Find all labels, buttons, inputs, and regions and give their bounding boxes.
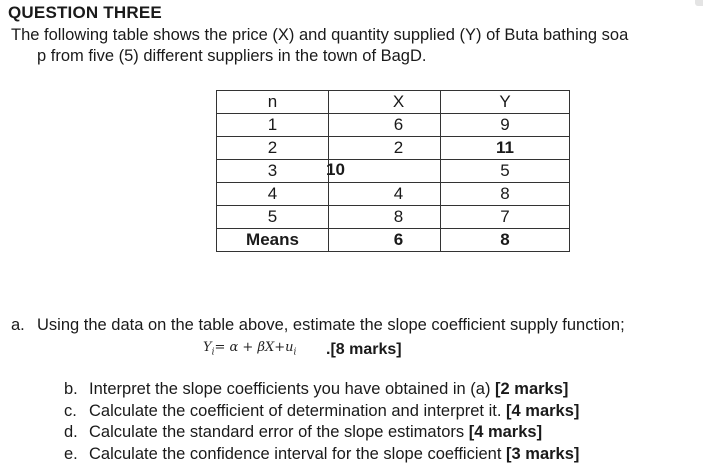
cell-y: 11 [441,137,570,160]
part-text: Calculate the confidence interval for the slope coefficient [89,444,507,463]
table-header-row [217,91,570,114]
cell-n: 2 [217,137,329,160]
cell-x-left [329,206,358,229]
list-item [64,422,579,444]
cell-y: 5 [441,160,570,183]
formula-body: = α + βX+u [214,340,294,355]
cell-x-left [329,114,358,137]
cell-n: 5 [217,206,329,229]
formula-sub-i: i [211,347,215,358]
part-marks: [3 marks] [506,444,580,463]
cell-x-left [329,183,358,206]
part-a-label: a. [11,316,25,334]
formula-sub-i2: i [293,347,297,358]
means-x: 6 [357,229,441,252]
cell-y: 9 [441,114,570,137]
part-text: Calculate the standard error of the slope estimators [89,423,469,441]
table-means-row [217,229,570,252]
header-n: n [217,91,329,114]
intro-line-1: The following table shows the price (X) and quantity supplied (Y) of Buta bathing soa [11,26,629,44]
table-row [217,160,570,183]
cell-x-left-value: 10 [326,160,345,179]
intro-line-2: p from five (5) different suppliers in the town of BagD. [37,47,427,65]
table-row [217,206,570,229]
cell-x: 6 [357,114,441,137]
cell-y: 8 [441,183,570,206]
part-marks: [4 marks] [506,401,580,420]
table-row [217,137,570,160]
cell-x-left [329,137,358,160]
scrollbar-thumb[interactable] [695,0,703,6]
cell-x: 2 [357,137,441,160]
part-marks: [4 marks] [468,423,543,441]
cell-n: 3 [217,160,329,183]
header-x: X [357,91,441,114]
header-y: Y [441,91,570,114]
list-item [64,444,579,466]
cell-n: 4 [217,183,329,206]
list-item [64,401,579,423]
table-row [217,183,570,206]
list-item [64,379,579,401]
table-row [217,114,570,137]
question-heading: QUESTION THREE [8,3,162,22]
means-label: Means [217,229,329,252]
means-y: 8 [441,229,570,252]
supply-function-formula [203,340,296,358]
price-quantity-table [216,90,570,252]
part-marks: [2 marks] [495,380,569,398]
formula-y: Y [203,340,212,355]
part-label: e. [64,444,78,463]
means-x-spacer [329,229,358,252]
cell-x: 8 [357,206,441,229]
part-label: d. [64,423,78,441]
cell-y: 7 [441,206,570,229]
part-text: Calculate the coefficient of determination and interpret it. [89,401,507,420]
cell-n: 1 [217,114,329,137]
cell-x-left [326,160,358,183]
sub-questions [64,379,579,465]
header-x-spacer [329,91,358,114]
part-text: Interpret the slope coefficients you have obtained in (a) [89,380,496,398]
cell-x: 4 [357,183,441,206]
part-a [11,316,625,335]
part-a-text: Using the data on the table above, estimate the slope coefficient supply function; [37,316,625,334]
question-intro [11,25,691,67]
part-label: b. [64,380,78,398]
part-label: c. [64,401,77,420]
cell-x [357,160,441,183]
part-a-marks: .[8 marks] [326,341,402,358]
